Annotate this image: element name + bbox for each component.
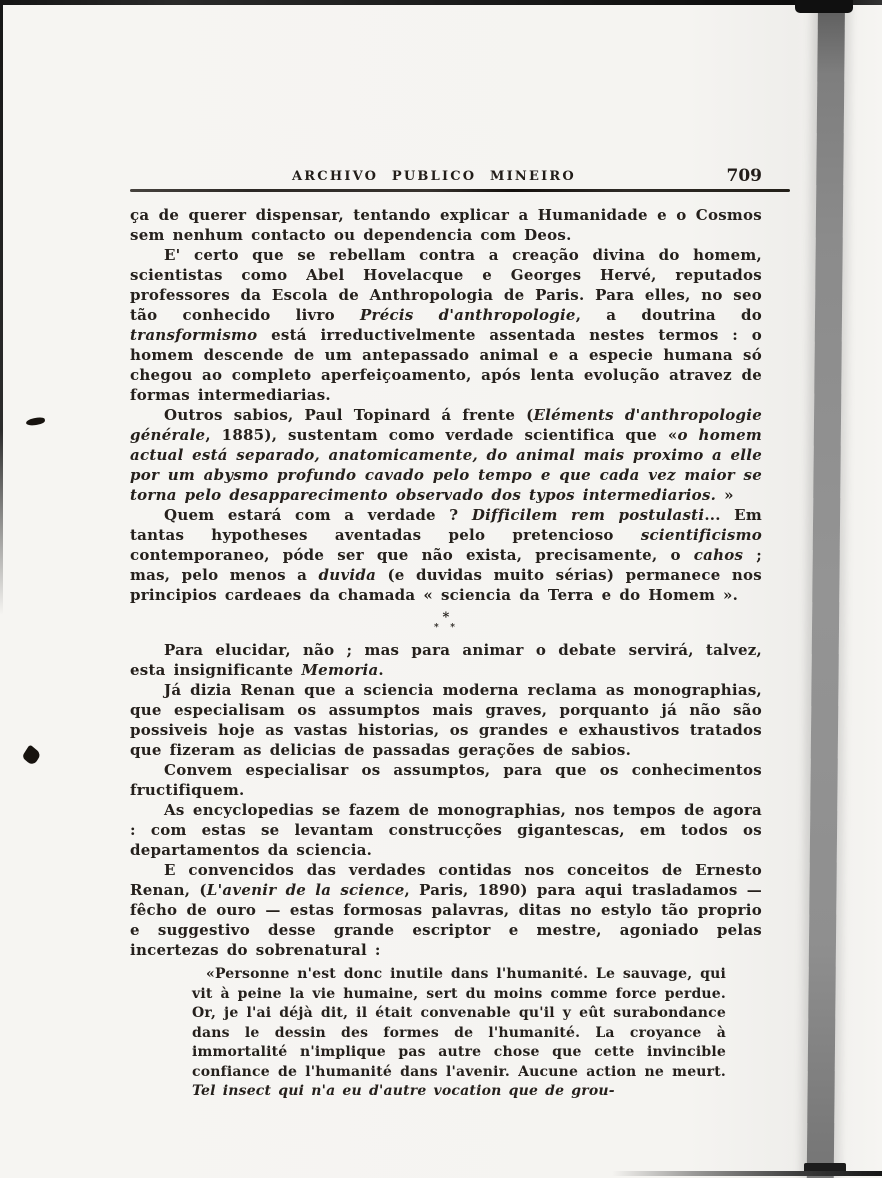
scan-edge-bottom (612, 1171, 882, 1176)
paragraph: Outros sabios, Paul Topinard á frente (Eléments d'anthropologie générale, 1885), sustentam como verdade scientifica que «o homem actual está separado, anatomicamente, do animal mais proximo a elle por um abysmo profundo cavado pelo tempo e que cada vez maior se torna pelo desapparecimento observado dos typos intermediarios. » (130, 406, 762, 504)
section-divider-asterism: * * * (433, 610, 459, 633)
header-rule (130, 189, 790, 192)
paragraph: Convem especialisar os assumptos, para que os conhecimentos fructifiquem. (130, 761, 762, 799)
gutter-top-blot (795, 0, 853, 13)
margin-ink-mark-dash (26, 417, 46, 427)
scan-edge-top (0, 0, 882, 5)
block-quote: «Personne n'est donc inutile dans l'humanité. Le sauvage, qui vit à peine la vie humaine, sert du moins comme force perdue. Or, je l'ai déjà dit, il était convenable qu'il y eût surabondance dans le dessin des formes de l'humanité. La croyance à immortalité n'implique pas autre chose que cette invincible confiance de l'humanité dans l'avenir. Aucune action ne meurt. Tel insect qui n'a eu d'autre vocation que de grou- (192, 966, 726, 1099)
paragraph: Para elucidar, não ; mas para animar o debate servirá, talvez, esta insignificante Memoria. (130, 641, 762, 679)
page-number: 709 (726, 166, 762, 186)
page-header (130, 166, 790, 186)
paragraph: Quem estará com a verdade ? Difficilem rem postulasti... Em tantas hypotheses aventadas pelo pretencioso scientificismo contemporaneo, póde ser que não exista, precisamente, o cahos ; mas, pelo menos a duvida (e duvidas muito sérias) permanece nos principios cardeaes da chamada « sciencia da Terra e do Homem ». (130, 506, 763, 604)
paragraph: As encyclopedias se fazem de monographias, nos tempos de agora : com estas se levantam construcções gigantescas, em todos os departamentos da sciencia. (130, 801, 762, 859)
paragraph: ça de querer dispensar, tentando explicar a Humanidade e o Cosmos sem nenhum contacto ou dependencia com Deos. (130, 206, 762, 244)
running-title: ARCHIVO PUBLICO MINEIRO (292, 169, 576, 184)
paragraph: Já dizia Renan que a sciencia moderna reclama as monographias, que especialisam os assumptos mais graves, porquanto já não são possiveis hoje as vastas historias, os grandes e exhaustivos tratados que fizeram as delicias de passadas gerações de sabios. (130, 681, 762, 759)
margin-ink-mark-diamond (22, 744, 42, 766)
book-gutter-shadow (807, 4, 845, 1178)
scan-edge-left (0, 0, 3, 615)
body-text (130, 205, 762, 1102)
paragraph: E' certo que se rebellam contra a creação divina do homem, scientistas como Abel Hovelacque e Georges Hervé, reputados professores da Escola de Anthropologia de Paris. Para elles, no seo tão conhecido livro Précis d'anthropologie, a doutrina do transformismo está irreductivelmente assentada nestes termos : o homem descende de um antepassado animal e a especie humana só chegou ao completo aperfeiçoamento, após lenta evolução atravez de formas intermediarias. (130, 246, 762, 404)
paragraph: E convencidos das verdades contidas nos conceitos de Ernesto Renan, (L'avenir de la science, Paris, 1890) para aqui trasladamos — fêcho de ouro — estas formosas palavras, ditas no estylo tão proprio e suggestivo desse grande escriptor e mestre, agoniado pelas incertezas do sobrenatural : (130, 861, 762, 959)
page-column (130, 166, 790, 1102)
